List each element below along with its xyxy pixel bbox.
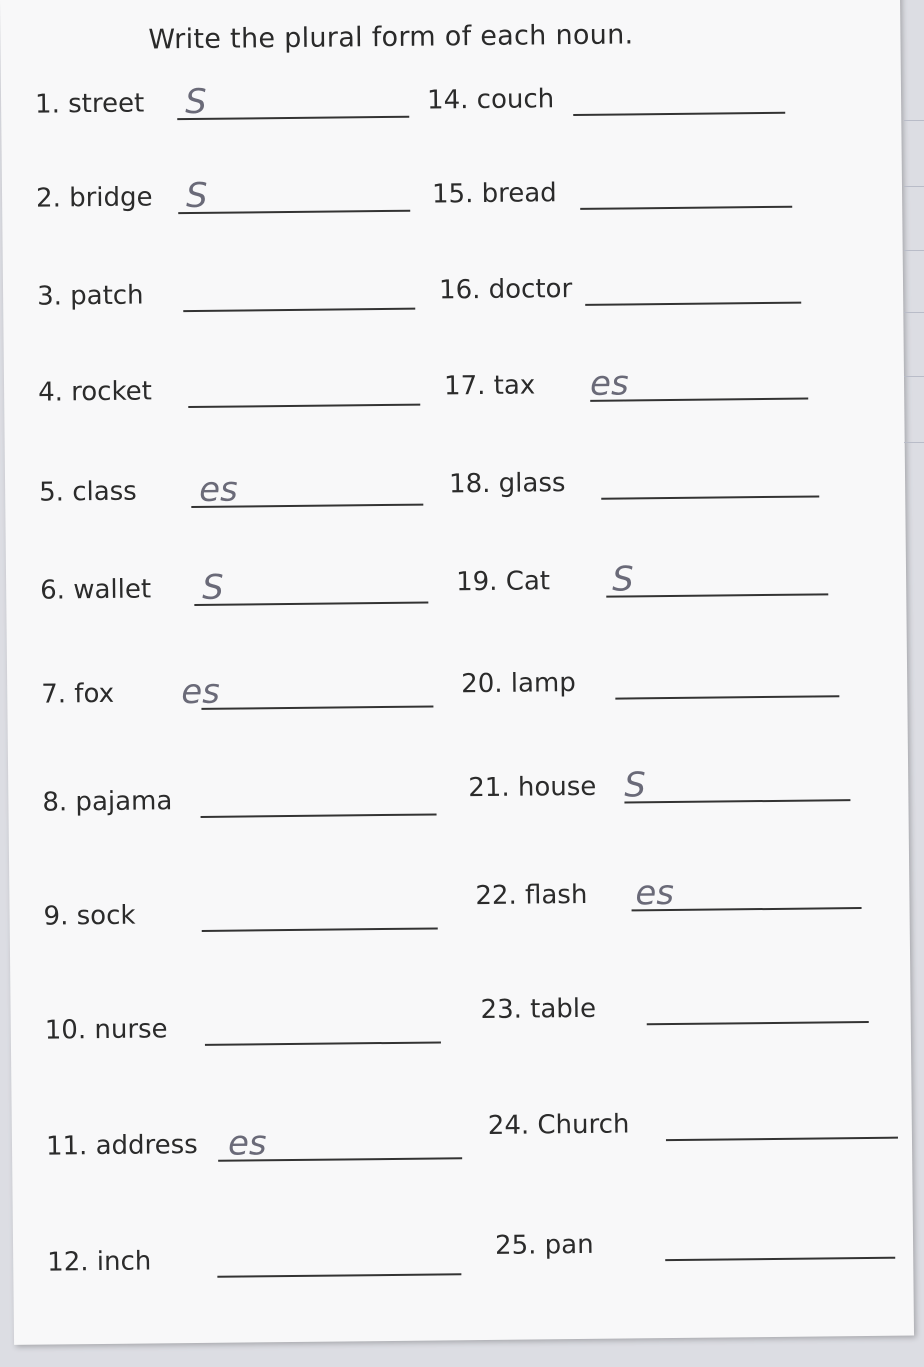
answer-line[interactable] <box>194 602 428 606</box>
question-label: 19. Cat <box>455 566 551 598</box>
question-item <box>468 765 868 811</box>
question-label: 14. couch <box>426 84 555 116</box>
question-item <box>461 661 861 707</box>
question-item <box>456 559 856 605</box>
answer-line[interactable] <box>624 799 850 803</box>
answer-line[interactable] <box>615 695 839 699</box>
question-label: 11. address <box>45 1129 198 1162</box>
question-label: 2. bridge <box>35 182 153 214</box>
question-label: 22. flash <box>475 879 588 912</box>
handwritten-answer: es <box>181 671 221 713</box>
question-label: 8. pajama <box>42 786 173 818</box>
background-rule-line <box>904 186 924 187</box>
question-label: 24. Church <box>487 1109 630 1141</box>
handwritten-answer: S <box>185 175 208 217</box>
question-label: 15. bread <box>431 178 557 210</box>
question-item <box>41 671 441 717</box>
question-item <box>42 779 442 825</box>
question-item <box>480 987 880 1033</box>
background-rule-line <box>904 120 924 121</box>
question-label: 12. inch <box>47 1246 152 1278</box>
question-item <box>37 273 437 319</box>
answer-line[interactable] <box>188 404 420 408</box>
handwritten-answer: S <box>201 567 224 608</box>
question-item <box>475 873 875 919</box>
handwritten-answer: es <box>227 1123 267 1164</box>
answer-line[interactable] <box>177 116 409 120</box>
question-label: 21. house <box>468 771 597 804</box>
background-rule-line <box>904 442 924 443</box>
answer-line[interactable] <box>665 1257 895 1261</box>
background-rule-line <box>904 376 924 377</box>
question-label: 20. lamp <box>461 668 576 700</box>
answer-line[interactable] <box>666 1137 898 1141</box>
answer-line[interactable] <box>202 927 438 931</box>
handwritten-answer: es <box>589 363 629 404</box>
answer-line[interactable] <box>580 206 792 210</box>
question-label: 3. patch <box>36 280 144 312</box>
background-rule-line <box>904 250 924 251</box>
question-label: 6. wallet <box>40 574 152 606</box>
question-label: 16. doctor <box>438 274 573 306</box>
question-item <box>43 893 443 939</box>
handwritten-answer: es <box>198 469 238 510</box>
question-item <box>36 175 436 221</box>
question-label: 17. tax <box>443 370 536 402</box>
handwritten-answer: S <box>184 81 207 123</box>
question-item <box>432 171 832 217</box>
question-label: 25. pan <box>494 1229 594 1261</box>
question-label: 5. class <box>39 476 137 508</box>
question-label: 9. sock <box>43 900 136 932</box>
question-label: 4. rocket <box>37 376 152 408</box>
answer-line[interactable] <box>601 495 819 499</box>
question-item <box>449 461 849 507</box>
question-label: 10. nurse <box>44 1014 168 1046</box>
answer-line[interactable] <box>205 1041 441 1045</box>
answer-line[interactable] <box>217 1273 461 1278</box>
question-item <box>488 1103 888 1149</box>
answer-line[interactable] <box>183 308 415 312</box>
answer-line[interactable] <box>201 813 437 817</box>
question-item <box>38 369 438 415</box>
handwritten-answer: S <box>611 559 634 600</box>
question-item <box>444 363 844 409</box>
question-label: 18. glass <box>448 468 566 500</box>
question-item <box>427 77 827 123</box>
question-item <box>439 267 839 313</box>
answer-line[interactable] <box>606 593 828 597</box>
question-item <box>495 1223 895 1269</box>
answer-line[interactable] <box>573 112 785 116</box>
question-item <box>39 469 439 515</box>
question-item <box>45 1007 445 1053</box>
question-item <box>47 1239 447 1285</box>
worksheet-title: Write the plural form of each noun. <box>148 19 634 56</box>
answer-line[interactable] <box>178 210 410 214</box>
handwritten-answer: es <box>635 872 675 914</box>
answer-line[interactable] <box>201 706 433 710</box>
background-rule-line <box>904 312 924 313</box>
answer-line[interactable] <box>585 302 801 306</box>
handwritten-answer: S <box>624 765 647 806</box>
question-item <box>35 81 435 127</box>
question-label: 7. fox <box>41 678 115 710</box>
question-item <box>46 1123 446 1169</box>
question-item <box>40 567 440 613</box>
answer-line[interactable] <box>647 1021 869 1025</box>
question-label: 23. table <box>480 993 597 1026</box>
question-label: 1. street <box>34 88 145 120</box>
